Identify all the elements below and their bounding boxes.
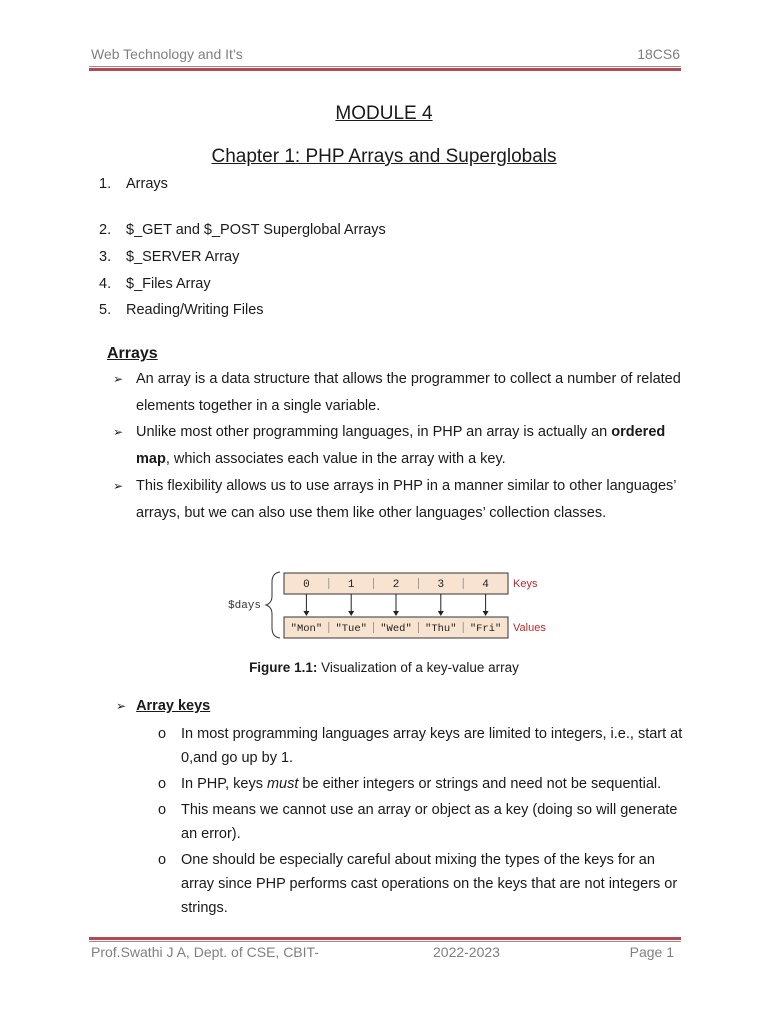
list-item: o In most programming languages array keys are limited to integers, i.e., start at 0,and go up by 1. xyxy=(158,722,683,770)
module-title: MODULE 4 xyxy=(335,103,433,124)
header-course-code: 18CS6 xyxy=(637,46,680,62)
array-value: "Thu" xyxy=(425,623,457,635)
arrow-bullet-icon: ➢ xyxy=(113,372,124,386)
footer-year: 2022-2023 xyxy=(433,944,500,960)
values-label: Values xyxy=(513,622,546,634)
list-item: o One should be especially careful about mixing the types of the keys for an array since PHP performs cast operations on the keys that are not integers or strings. xyxy=(158,848,683,920)
array-value: "Mon" xyxy=(290,623,323,635)
arrow-bullet-icon: ➢ xyxy=(116,699,127,713)
topic-item: 2. $_GET and $_POST Superglobal Arrays xyxy=(99,222,386,238)
arrow-bullet-icon: ➢ xyxy=(113,425,124,440)
key-value-array-figure xyxy=(225,570,555,640)
circle-bullet-icon: o xyxy=(158,776,167,792)
arrowhead-icon xyxy=(483,611,489,616)
ordered-map-term: ordered map xyxy=(136,424,666,468)
array-value: "Tue" xyxy=(335,623,367,635)
footer-page-number: Page 1 xyxy=(629,944,674,960)
header-course-title: Web Technology and It’s xyxy=(91,46,243,62)
arrays-section-heading: Arrays xyxy=(107,345,158,362)
circle-bullet-icon: o xyxy=(158,852,167,868)
topic-item: 3. $_SERVER Array xyxy=(99,249,240,265)
topic-item: 5. Reading/Writing Files xyxy=(99,302,264,318)
arrow-bullet-icon: ➢ xyxy=(113,478,124,493)
array-keys-heading: ➢ Array keys xyxy=(116,698,211,714)
bullet-item: ➢ Unlike most other programming languages, in PHP an array is actually an ordered map, which associates each value in the array with a key. xyxy=(113,419,683,472)
bullet-item: ➢ This flexibility allows us to use arrays in PHP in a manner similar to other languages’ arrays, but we can also use them like other languages’ collection classes. xyxy=(113,473,683,526)
keys-label: Keys xyxy=(513,578,538,590)
topic-item: 1. Arrays xyxy=(99,176,168,192)
figure-caption: Figure 1.1: Visualization of a key-value array xyxy=(249,660,519,675)
footer-author: Prof.Swathi J A, Dept. of CSE, CBIT- xyxy=(91,944,319,960)
array-keys-list xyxy=(158,722,683,922)
arrowhead-icon xyxy=(348,611,354,616)
arrowhead-icon xyxy=(393,611,399,616)
key-value-diagram xyxy=(225,570,555,640)
header-rule xyxy=(89,66,681,71)
circle-bullet-icon: o xyxy=(158,726,167,742)
topic-item: 4. $_Files Array xyxy=(99,276,211,292)
array-key: 2 xyxy=(392,579,400,591)
footer-rule xyxy=(89,937,681,942)
array-value: "Wed" xyxy=(380,623,412,635)
bullet-item: ➢ An array is a data structure that allows the programmer to collect a number of related elements together in a single variable. xyxy=(113,366,683,419)
array-key: 1 xyxy=(347,579,355,591)
array-key: 4 xyxy=(482,579,489,591)
arrowhead-icon xyxy=(303,611,309,616)
arrays-bullet-list xyxy=(113,366,683,526)
list-item: o In PHP, keys must be either integers or strings and need not be sequential. xyxy=(158,772,683,796)
array-key: 0 xyxy=(303,579,310,591)
array-value: "Fri" xyxy=(469,623,502,635)
circle-bullet-icon: o xyxy=(158,802,167,818)
array-variable-name: $days xyxy=(228,600,262,612)
list-item: o This means we cannot use an array or object as a key (doing so will generate an error). xyxy=(158,798,683,846)
array-key: 3 xyxy=(437,579,445,591)
chapter-title: Chapter 1: PHP Arrays and Superglobals xyxy=(211,146,557,167)
arrowhead-icon xyxy=(438,611,444,616)
